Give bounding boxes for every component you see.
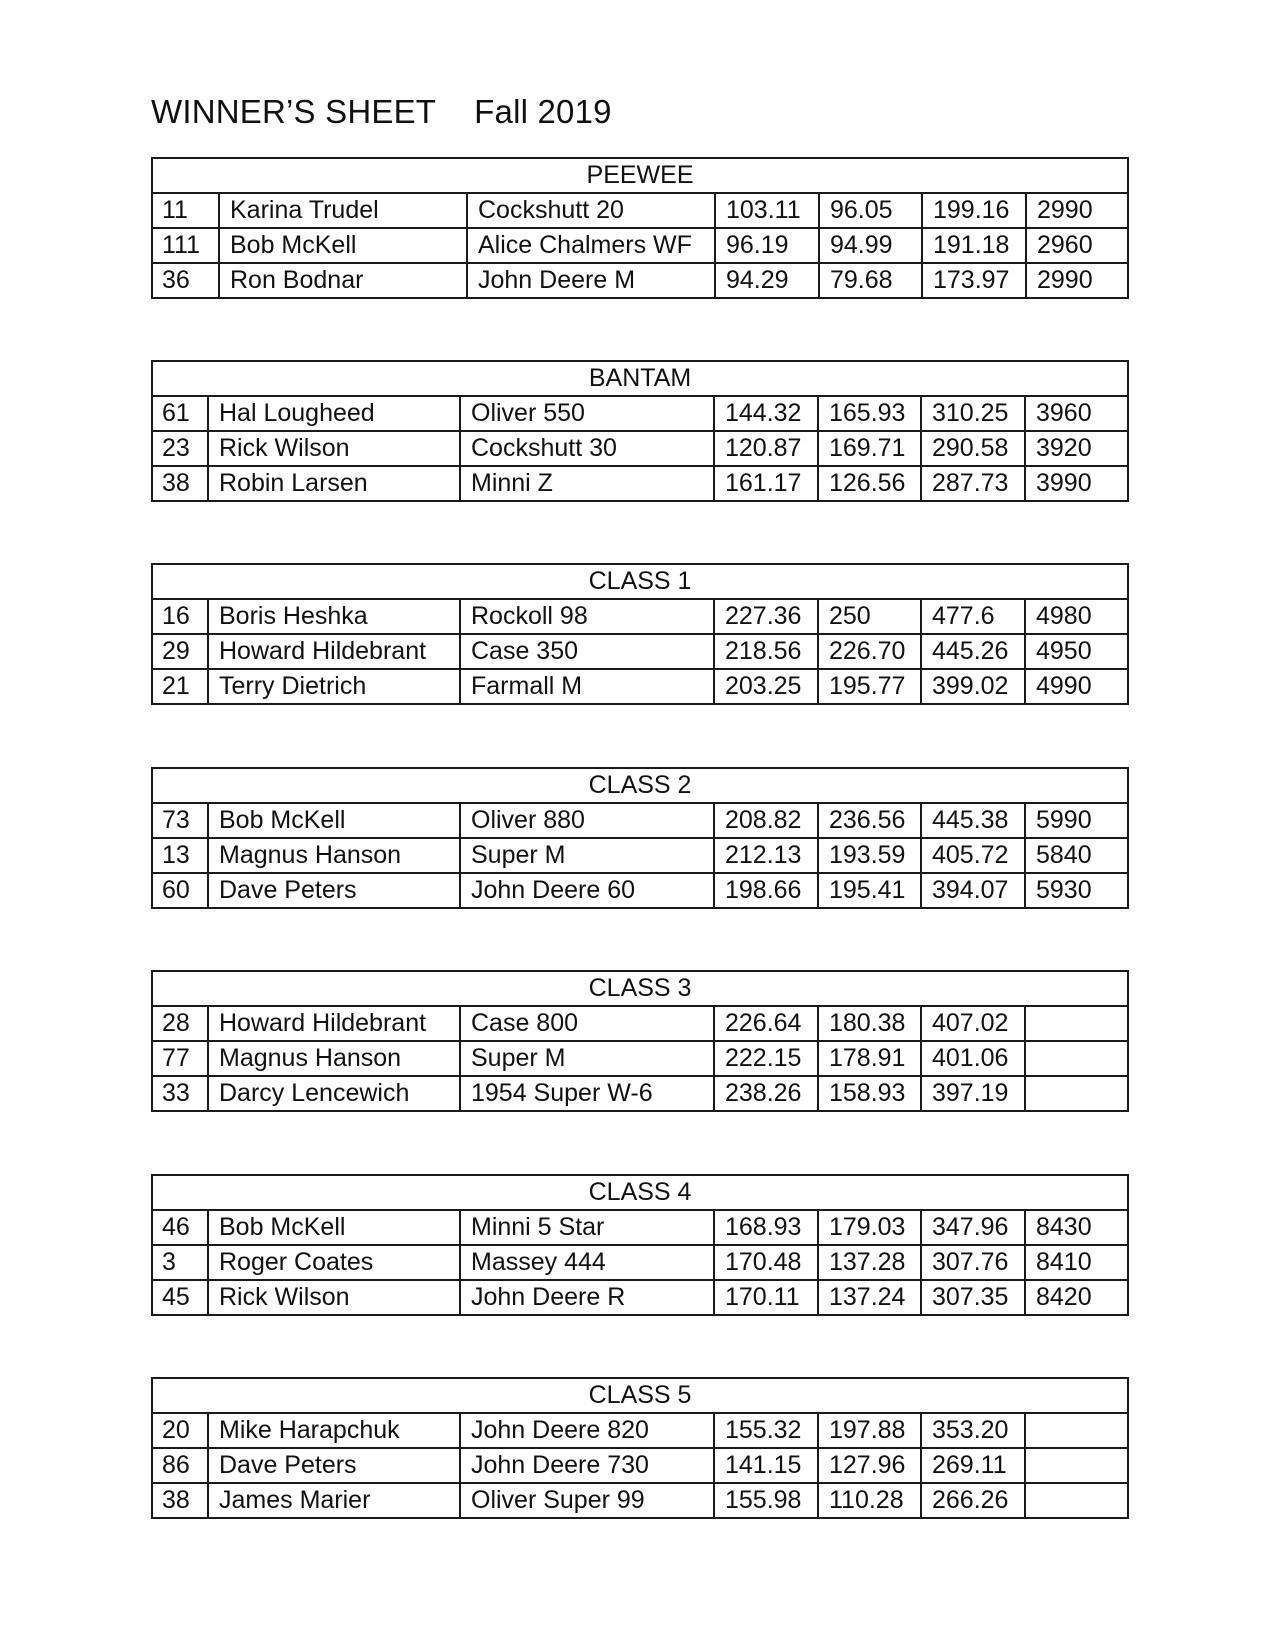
cell-driver: Mike Harapchuk [208,1413,460,1448]
cell-pull2: 79.68 [819,263,922,298]
cell-driver: Rick Wilson [208,431,460,466]
cell-tractor: Alice Chalmers WF [467,228,715,263]
cell-pull2: 193.59 [818,838,921,873]
table-row [152,669,1128,704]
cell-weight: 5840 [1025,838,1128,873]
cell-no: 77 [152,1041,208,1076]
cell-no: 45 [152,1280,208,1315]
cell-tractor: Cockshutt 20 [467,193,715,228]
class-heading: BANTAM [152,361,1128,396]
cell-tractor: Minni 5 Star [460,1210,714,1245]
cell-pull2: 127.96 [818,1448,921,1483]
cell-no: 11 [152,193,219,228]
cell-pull1: 103.11 [715,193,819,228]
class-table [151,767,1129,909]
table-row [152,1245,1128,1280]
class-heading: CLASS 1 [152,564,1128,599]
cell-no: 23 [152,431,208,466]
cell-driver: Rick Wilson [208,1280,460,1315]
cell-total: 347.96 [921,1210,1025,1245]
cell-tractor: John Deere M [467,263,715,298]
table-row [152,634,1128,669]
cell-no: 86 [152,1448,208,1483]
cell-pull1: 203.25 [714,669,818,704]
cell-weight: 3990 [1025,466,1128,501]
cell-pull2: 94.99 [819,228,922,263]
table-row [152,1280,1128,1315]
cell-no: 3 [152,1245,208,1280]
cell-pull2: 110.28 [818,1483,921,1518]
class-table [151,1174,1129,1316]
table-row [152,1006,1128,1041]
class-table [151,1377,1129,1519]
cell-weight: 4990 [1025,669,1128,704]
table-row [152,1413,1128,1448]
cell-pull2: 178.91 [818,1041,921,1076]
cell-tractor: Super M [460,1041,714,1076]
class-heading: CLASS 4 [152,1175,1128,1210]
cell-no: 16 [152,599,208,634]
cell-pull1: 141.15 [714,1448,818,1483]
cell-weight [1025,1413,1128,1448]
table-row [152,838,1128,873]
cell-total: 401.06 [921,1041,1025,1076]
class-table [151,970,1129,1112]
table-row [152,396,1128,431]
cell-pull1: 198.66 [714,873,818,908]
cell-no: 38 [152,466,208,501]
cell-pull2: 165.93 [818,396,921,431]
cell-pull1: 170.48 [714,1245,818,1280]
cell-driver: James Marier [208,1483,460,1518]
cell-total: 199.16 [922,193,1026,228]
cell-pull1: 155.32 [714,1413,818,1448]
cell-pull2: 195.41 [818,873,921,908]
cell-tractor: Farmall M [460,669,714,704]
cell-pull2: 179.03 [818,1210,921,1245]
class-heading: CLASS 2 [152,768,1128,803]
cell-pull2: 195.77 [818,669,921,704]
cell-weight [1025,1006,1128,1041]
cell-weight: 2990 [1026,193,1128,228]
class-table [151,157,1129,299]
cell-no: 36 [152,263,219,298]
cell-weight [1025,1483,1128,1518]
cell-pull1: 120.87 [714,431,818,466]
cell-pull1: 226.64 [714,1006,818,1041]
cell-tractor: John Deere R [460,1280,714,1315]
cell-weight [1025,1448,1128,1483]
cell-weight: 5930 [1025,873,1128,908]
cell-no: 13 [152,838,208,873]
cell-pull2: 236.56 [818,803,921,838]
cell-pull2: 180.38 [818,1006,921,1041]
cell-total: 407.02 [921,1006,1025,1041]
cell-driver: Karina Trudel [219,193,467,228]
table-row [152,1210,1128,1245]
class-table [151,563,1129,705]
cell-weight: 8410 [1025,1245,1128,1280]
cell-driver: Darcy Lencewich [208,1076,460,1111]
table-row [152,1448,1128,1483]
cell-total: 287.73 [921,466,1025,501]
cell-tractor: 1954 Super W-6 [460,1076,714,1111]
cell-pull1: 238.26 [714,1076,818,1111]
cell-total: 266.26 [921,1483,1025,1518]
cell-weight: 2990 [1026,263,1128,298]
cell-weight: 2960 [1026,228,1128,263]
cell-no: 21 [152,669,208,704]
cell-pull1: 227.36 [714,599,818,634]
cell-total: 405.72 [921,838,1025,873]
cell-tractor: Rockoll 98 [460,599,714,634]
cell-driver: Bob McKell [208,803,460,838]
cell-total: 307.35 [921,1280,1025,1315]
table-row [152,228,1128,263]
cell-weight: 5990 [1025,803,1128,838]
table-row [152,193,1128,228]
cell-pull1: 161.17 [714,466,818,501]
cell-total: 269.11 [921,1448,1025,1483]
cell-tractor: Case 800 [460,1006,714,1041]
table-row [152,599,1128,634]
cell-pull2: 226.70 [818,634,921,669]
table-row [152,1041,1128,1076]
cell-weight [1025,1076,1128,1111]
cell-pull2: 250 [818,599,921,634]
cell-weight: 8430 [1025,1210,1128,1245]
page-title [151,92,612,132]
table-row [152,873,1128,908]
table-row [152,1483,1128,1518]
cell-no: 20 [152,1413,208,1448]
cell-pull1: 144.32 [714,396,818,431]
cell-no: 29 [152,634,208,669]
cell-tractor: Super M [460,838,714,873]
cell-driver: Roger Coates [208,1245,460,1280]
cell-driver: Dave Peters [208,1448,460,1483]
cell-weight: 4950 [1025,634,1128,669]
cell-tractor: John Deere 730 [460,1448,714,1483]
season-label: Fall 2019 [474,93,612,130]
cell-driver: Robin Larsen [208,466,460,501]
cell-driver: Terry Dietrich [208,669,460,704]
cell-total: 191.18 [922,228,1026,263]
cell-total: 307.76 [921,1245,1025,1280]
cell-pull2: 137.28 [818,1245,921,1280]
cell-driver: Howard Hildebrant [208,1006,460,1041]
cell-weight: 4980 [1025,599,1128,634]
cell-total: 353.20 [921,1413,1025,1448]
sheet-title: WINNER’S SHEET [151,93,437,130]
cell-no: 28 [152,1006,208,1041]
cell-total: 310.25 [921,396,1025,431]
cell-driver: Bob McKell [219,228,467,263]
cell-pull1: 222.15 [714,1041,818,1076]
cell-driver: Bob McKell [208,1210,460,1245]
cell-pull1: 218.56 [714,634,818,669]
cell-tractor: Oliver 550 [460,396,714,431]
cell-weight: 3960 [1025,396,1128,431]
cell-total: 399.02 [921,669,1025,704]
table-row [152,1076,1128,1111]
cell-tractor: Massey 444 [460,1245,714,1280]
cell-total: 477.6 [921,599,1025,634]
cell-pull2: 158.93 [818,1076,921,1111]
cell-total: 173.97 [922,263,1026,298]
cell-pull1: 170.11 [714,1280,818,1315]
cell-no: 61 [152,396,208,431]
cell-no: 46 [152,1210,208,1245]
cell-driver: Hal Lougheed [208,396,460,431]
cell-pull2: 126.56 [818,466,921,501]
cell-tractor: John Deere 820 [460,1413,714,1448]
cell-total: 290.58 [921,431,1025,466]
cell-total: 397.19 [921,1076,1025,1111]
cell-no: 60 [152,873,208,908]
cell-tractor: Cockshutt 30 [460,431,714,466]
cell-pull1: 168.93 [714,1210,818,1245]
cell-tractor: Oliver 880 [460,803,714,838]
table-row [152,431,1128,466]
cell-pull1: 94.29 [715,263,819,298]
table-row [152,803,1128,838]
cell-total: 445.26 [921,634,1025,669]
cell-weight: 3920 [1025,431,1128,466]
cell-weight [1025,1041,1128,1076]
cell-tractor: Oliver Super 99 [460,1483,714,1518]
cell-tractor: John Deere 60 [460,873,714,908]
cell-total: 445.38 [921,803,1025,838]
cell-no: 33 [152,1076,208,1111]
cell-pull1: 212.13 [714,838,818,873]
cell-pull1: 155.98 [714,1483,818,1518]
cell-pull2: 197.88 [818,1413,921,1448]
class-heading: CLASS 5 [152,1378,1128,1413]
table-row [152,466,1128,501]
cell-tractor: Minni Z [460,466,714,501]
cell-no: 111 [152,228,219,263]
cell-no: 38 [152,1483,208,1518]
class-heading: CLASS 3 [152,971,1128,1006]
table-row [152,263,1128,298]
class-heading: PEEWEE [152,158,1128,193]
cell-total: 394.07 [921,873,1025,908]
cell-pull1: 96.19 [715,228,819,263]
cell-no: 73 [152,803,208,838]
class-table [151,360,1129,502]
cell-driver: Howard Hildebrant [208,634,460,669]
cell-pull1: 208.82 [714,803,818,838]
cell-tractor: Case 350 [460,634,714,669]
cell-pull2: 137.24 [818,1280,921,1315]
cell-driver: Magnus Hanson [208,838,460,873]
cell-driver: Dave Peters [208,873,460,908]
cell-pull2: 169.71 [818,431,921,466]
cell-pull2: 96.05 [819,193,922,228]
cell-driver: Ron Bodnar [219,263,467,298]
cell-weight: 8420 [1025,1280,1128,1315]
cell-driver: Magnus Hanson [208,1041,460,1076]
cell-driver: Boris Heshka [208,599,460,634]
